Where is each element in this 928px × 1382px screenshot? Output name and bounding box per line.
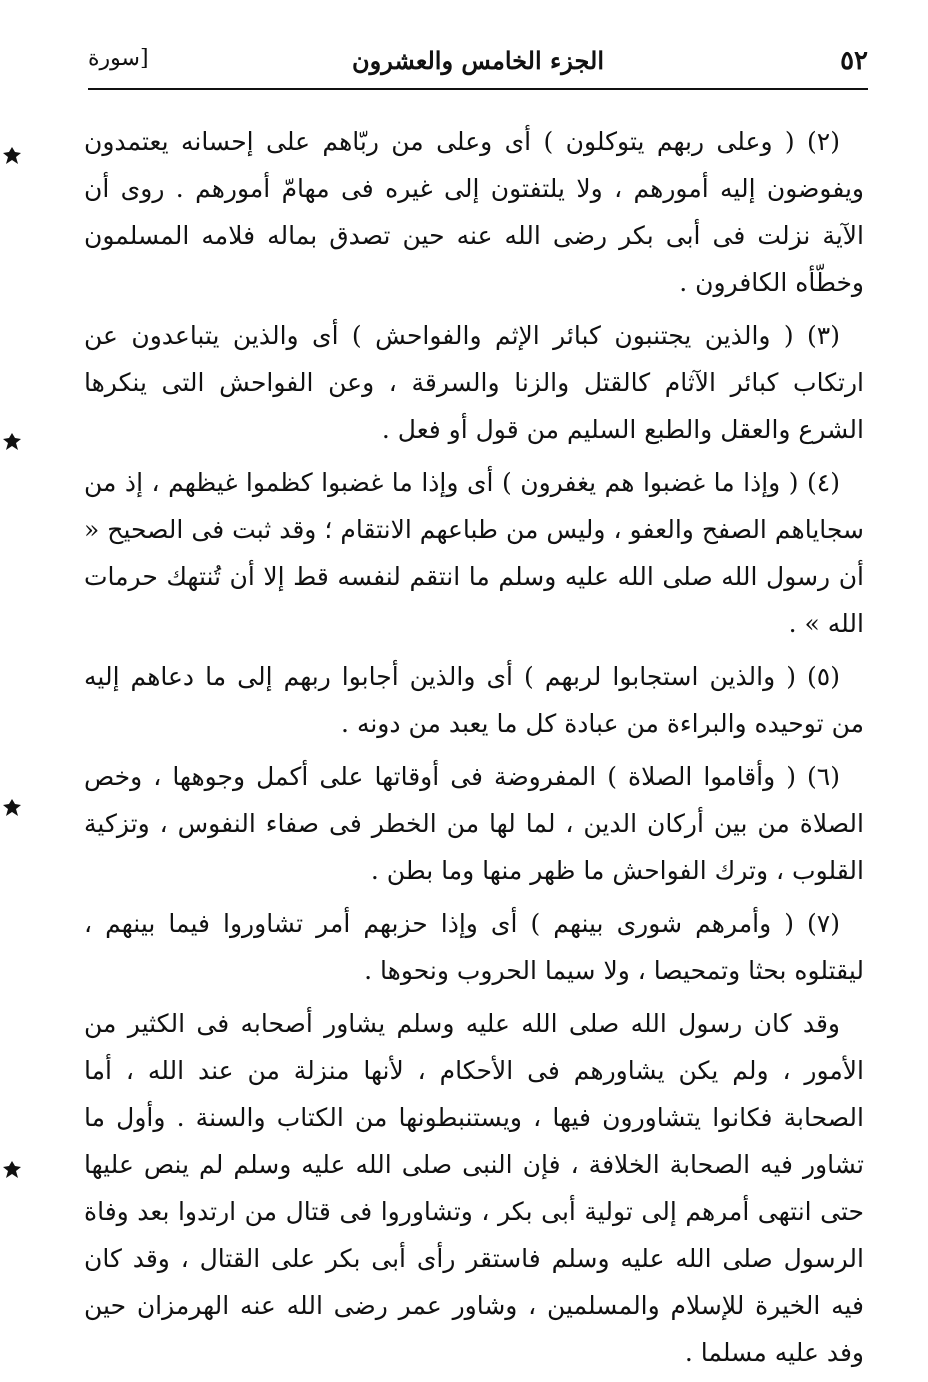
paragraph-verse-5: (٥) ( والذين استجابوا لربهم ) أى والذين أجابوا ربهم إلى ما دعاهم إليه من توحيده والبراءة من عبادة كل ما يعبد من دونه . [84, 662, 864, 738]
paragraph-verse-2: (٢) ( وعلى ربهم يتوكلون ) أى وعلى من ربّاهم على إحسانه يعتمدون ويفوضون إليه أمورهم ، ولا يلتفتون إلى غيره فى مهامّ أمورهم . روى أن الآية نزلت فى أبى بكر رضى الله عنه حين تصدق بماله فلامه المسلمون وخطّأه الكافرون . [84, 127, 864, 297]
binding-hole-mark [2, 432, 22, 452]
page-body [84, 118, 864, 1382]
binding-hole-mark [2, 1160, 22, 1180]
paragraph-verse-7: (٧) ( وأمرهم شورى بينهم ) أى وإذا حزبهم أمر تشاوروا فيما بينهم ، ليقتلوه بحثا وتمحيصا ، ولا سيما الحروب ونحوها . [84, 909, 864, 985]
running-title: الجزء الخامس والعشرون [352, 46, 604, 75]
paragraph-verse-3: (٣) ( والذين يجتنبون كبائر الإثم والفواحش ) أى والذين يتباعدون عن ارتكاب كبائر الآثام كالقتل والزنا والسرقة ، وعن الفواحش التى ينكرها الشرع والعقل والطبع السليم من قول أو فعل . [84, 321, 864, 444]
page-number: ٥٢ [840, 46, 868, 76]
page-header [88, 40, 868, 82]
binding-hole-mark [2, 146, 22, 166]
paragraph-verse-6: (٦) ( وأقاموا الصلاة ) المفروضة فى أوقاتها على أكمل وجوهها ، وخص الصلاة من بين أركان الدين ، لما لها من الخطر فى صفاء النفوس ، وتزكية القلوب ، وترك الفواحش ما ظهر منها وما بطن . [84, 762, 864, 885]
surah-label: [سورة [88, 46, 149, 71]
paragraph-shura-commentary: وقد كان رسول الله صلى الله عليه وسلم يشاور أصحابه فى الكثير من الأمور ، ولم يكن يشاورهم فى الأحكام ، لأنها منزلة من عند الله ، أما الصحابة فكانوا يتشاورون فيها ، ويستنبطونها من الكتاب والسنة . وأول ما تشاور فيه الصحابة الخلافة ، فإن النبى صلى الله عليه وسلم لم ينص عليها حتى انتهى أمرهم إلى تولية أبى بكر ، وتشاوروا فى قتال من ارتدوا بعد وفاة الرسول صلى الله عليه وسلم فاستقر رأى أبى بكر على القتال ، وقد كان فيه الخيرة للإسلام والمسلمين ، وشاور عمر رضى الله عنه الهرمزان حين وفد عليه مسلما . [84, 1009, 864, 1367]
binding-hole-mark [2, 798, 22, 818]
header-divider [88, 88, 868, 90]
paragraph-verse-4: (٤) ( وإذا ما غضبوا هم يغفرون ) أى وإذا ما غضبوا كظموا غيظهم ، إذ من سجاياهم الصفح والعفو ، وليس من طباعهم الانتقام ؛ وقد ثبت فى الصحيح « أن رسول الله صلى الله عليه وسلم ما انتقم لنفسه قط إلا أن تُنتهك حرمات الله » . [84, 468, 864, 638]
